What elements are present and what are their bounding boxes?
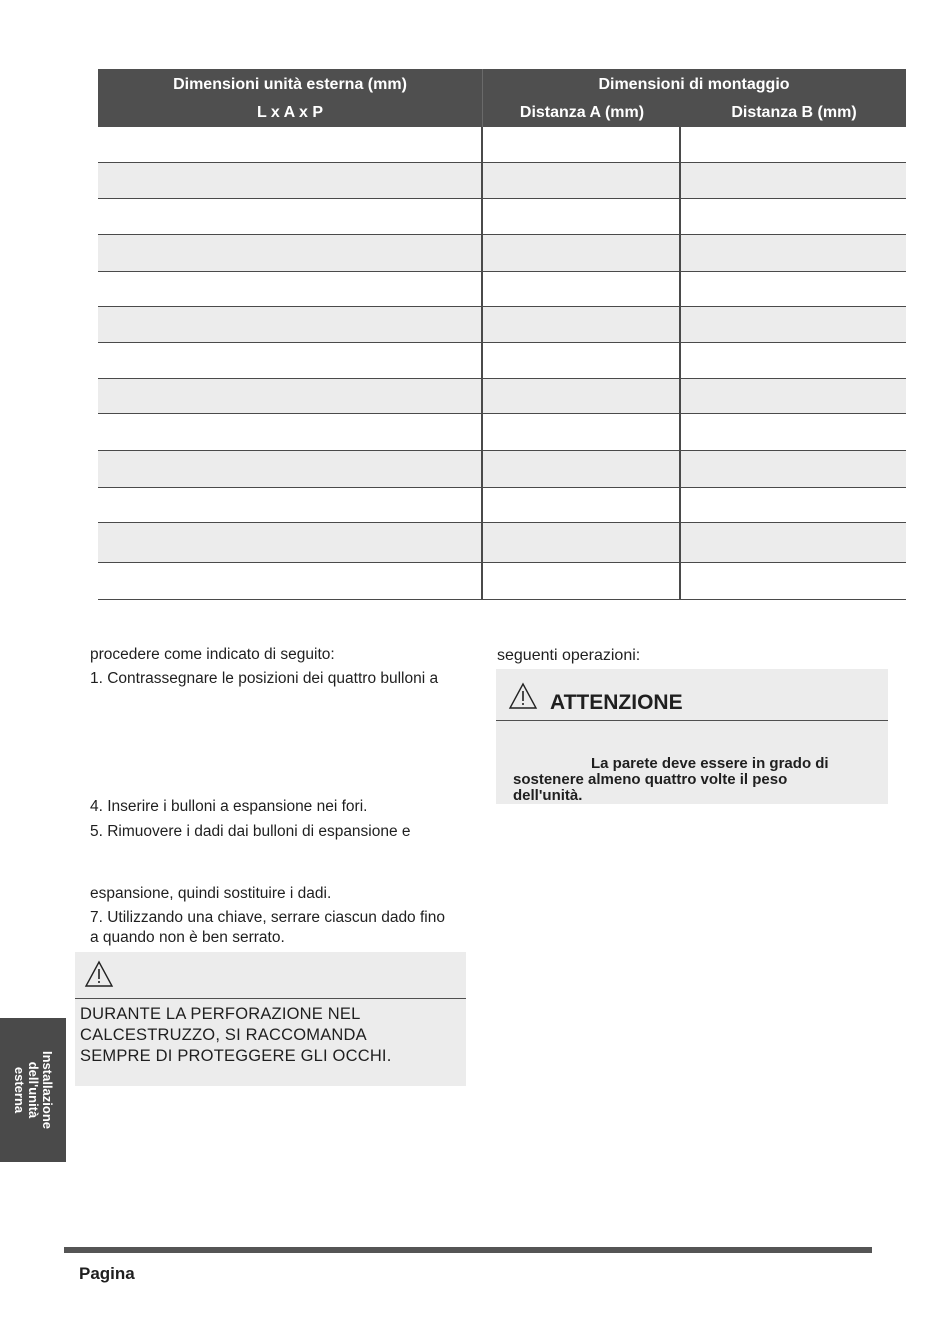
- header-group-title: Dimensioni di montaggio: [598, 76, 790, 93]
- caution-line3: dell'unità.: [513, 787, 583, 804]
- step-4: 4. Inserire i bulloni a espansione nei fori.: [90, 798, 368, 815]
- table-row: [98, 451, 906, 488]
- table-row: [98, 235, 906, 272]
- warning-line3: SEMPRE DI PROTEGGERE GLI OCCHI.: [80, 1047, 392, 1065]
- right-intro: seguenti operazioni:: [497, 647, 641, 664]
- header-col3: Distanza B (mm): [731, 104, 857, 121]
- step-5: 5. Rimuovere i dadi dai bulloni di espansione e: [90, 823, 411, 840]
- step-7-line2: a quando non è ben serrato.: [90, 929, 285, 946]
- table-column-divider: [679, 127, 681, 600]
- side-tab-line2: dell'unità: [26, 1061, 41, 1119]
- caution-header: [496, 669, 888, 721]
- table-row: [98, 563, 906, 600]
- caution-title: ATTENZIONE: [550, 691, 683, 714]
- caution-box: [496, 669, 888, 804]
- table-row: [98, 307, 906, 343]
- table-row: [98, 163, 906, 199]
- warning-header: [75, 952, 466, 999]
- table-row: [98, 379, 906, 414]
- table-row: [98, 199, 906, 235]
- table-row: [98, 272, 906, 307]
- page-label: Pagina: [79, 1264, 135, 1283]
- caution-line2: sostenere almeno quattro volte il peso: [513, 771, 788, 788]
- warning-triangle-icon: [84, 960, 114, 988]
- warning-line1: DURANTE LA PERFORAZIONE NEL: [80, 1005, 361, 1023]
- section-side-tab: [0, 1018, 66, 1162]
- table-header: [98, 69, 906, 127]
- warning-box: [75, 952, 466, 1086]
- step-7-line1: 7. Utilizzando una chiave, serrare ciascun dado fino: [90, 909, 445, 926]
- header-col1-title: Dimensioni unità esterna (mm): [173, 76, 407, 93]
- table-row: [98, 127, 906, 163]
- table-row: [98, 343, 906, 379]
- left-intro: procedere come indicato di seguito:: [90, 646, 335, 663]
- table-column-divider: [481, 127, 483, 600]
- table-row: [98, 523, 906, 563]
- caution-line1: La parete deve essere in grado di: [591, 755, 829, 772]
- step-6-end: espansione, quindi sostituire i dadi.: [90, 885, 332, 902]
- header-col1-subtitle: L x A x P: [256, 104, 324, 121]
- warning-triangle-icon: [508, 682, 538, 710]
- side-tab-line3: esterna: [12, 1066, 27, 1114]
- table-row: [98, 414, 906, 451]
- header-col2: Distanza A (mm): [519, 104, 645, 121]
- side-tab-label: [12, 1051, 54, 1129]
- side-tab-line1: Installazione: [40, 1050, 55, 1130]
- step-1: 1. Contrassegnare le posizioni dei quattro bulloni a: [90, 670, 439, 687]
- table-row: [98, 488, 906, 523]
- footer-rule: [64, 1247, 872, 1253]
- warning-line2: CALCESTRUZZO, SI RACCOMANDA: [80, 1026, 367, 1044]
